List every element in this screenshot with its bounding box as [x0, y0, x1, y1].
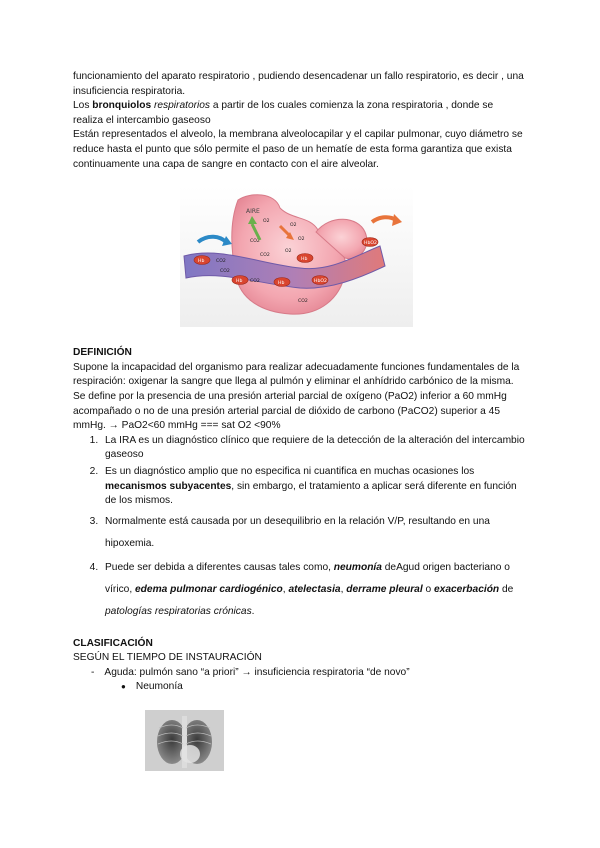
text-fragment: , sin embargo, el tratamiento a aplicar será diferente en función de los mismos.: [105, 480, 517, 507]
bold-term: bronquiolos: [92, 100, 152, 112]
bold-term: edema pulmonar cardiogénico: [135, 583, 283, 595]
hb-label: Hb: [198, 259, 205, 264]
hb-label: Hb: [301, 257, 308, 262]
text-fragment: .: [251, 605, 255, 617]
text-fragment: Neumonía: [135, 681, 183, 693]
definicion-paragraph-2: Se define por la presencia de una presión arterial parcial de oxígeno (PaO2) inferior a 60 mmHg acompañado o no de una presión arterial parcial de dióxido de carbono (PaCO2) superior a 45 mmHg. → PaO2<60 mmHg === sat O2 <90%: [73, 390, 507, 432]
bold-term: neumonía: [333, 561, 382, 573]
intro-paragraph-2: [73, 99, 525, 128]
aire-label: AIRE: [246, 208, 260, 215]
co2-label: CO2: [216, 259, 226, 264]
definicion-list: [73, 434, 525, 623]
bullet-list-item: [121, 680, 525, 695]
hbo2-label: HbO2: [364, 241, 377, 246]
text-fragment: a partir de los cuales comienza la zona respiratoria , donde se realiza el intercambio gaseoso: [73, 100, 494, 126]
o2-label: O2: [263, 219, 270, 224]
text-fragment: Es un diagnóstico amplio que no especifica ni cuantifica en muchas ocasiones los: [105, 465, 475, 477]
hb-label: Hb: [278, 281, 285, 286]
text-fragment: ,: [340, 583, 347, 595]
document-body: [73, 70, 525, 695]
bold-term: mecanismos subyacentes: [105, 480, 232, 492]
list-item: [101, 557, 525, 623]
section-title-clasificacion: CLASIFICACIÓN: [73, 637, 153, 649]
co2-label: CO2: [298, 299, 308, 304]
italic-term: respiratorios: [153, 100, 211, 112]
dash-marker: -: [91, 666, 95, 678]
bold-term: atelectasia: [288, 583, 341, 595]
bullet-marker: ●: [121, 682, 126, 692]
dash-list-item: [91, 666, 525, 681]
text-fragment: de: [499, 583, 514, 595]
text-fragment: Puede ser debida a diferentes causas tales como,: [105, 561, 334, 573]
co2-label: CO2: [220, 269, 230, 274]
co2-label: CO2: [260, 253, 270, 258]
spacer: [73, 623, 525, 637]
bold-term: exacerbación: [434, 583, 500, 595]
definicion-paragraph-1: Supone la incapacidad del organismo para realizar adecuadamente funciones fundamentales de la respiración: oxigenar la sangre que llega al pulmón y eliminar el anhídrido carbónico de la misma.: [73, 361, 520, 388]
section-title-definicion: DEFINICIÓN: [73, 347, 132, 359]
chest-xray-image: [145, 710, 224, 771]
intro-paragraph-1: funcionamiento del aparato respiratorio , pudiendo desencadenar un fallo respiratorio, es decir , una insuficiencia respiratoria.: [73, 71, 524, 97]
italic-term: patologías respiratorias crónicas: [105, 605, 252, 617]
co2-label: CO2: [250, 279, 260, 284]
o2-label: O2: [285, 249, 292, 254]
section-subtitle: SEGÚN EL TIEMPO DE INSTAURACIÓN: [73, 652, 262, 664]
bold-term: derrame pleural: [346, 583, 423, 595]
o2-label: O2: [298, 237, 305, 242]
xray-heart: [180, 745, 200, 763]
text-fragment: o: [422, 583, 435, 595]
text-fragment: Aguda: pulmón sano “a priori” → insuficiencia respiratoria “de novo”: [104, 666, 410, 678]
intro-paragraph-3: Están representados el alveolo, la membrana alveolocapilar y el capilar pulmonar, cuyo diámetro se reduce hasta el punto que sólo permite el paso de un hematíe de esta forma garantiza que exista continuamente una capa de sangre en contacto con el aire alveolar.: [73, 129, 523, 170]
text-fragment: deAgud origen bacteriano o vírico,: [105, 561, 510, 595]
text-fragment: Normalmente está causada por un desequilibrio en la relación V/P, resultando en una hipoxemia.: [105, 515, 490, 549]
hbo2-label: HbO2: [314, 279, 327, 284]
hb-label: Hb: [236, 279, 243, 284]
list-item: [101, 465, 525, 509]
list-item: [101, 511, 525, 555]
alveolus-illustration: [180, 186, 413, 327]
text-fragment: Los: [73, 100, 93, 112]
o2-label: O2: [290, 223, 297, 228]
list-item: 1. La IRA es un diagnóstico clínico que requiere de la detección de la alteración del intercambio gaseoso: [101, 434, 525, 463]
text-fragment: ,: [282, 583, 289, 595]
co2-label: CO2: [250, 239, 260, 244]
